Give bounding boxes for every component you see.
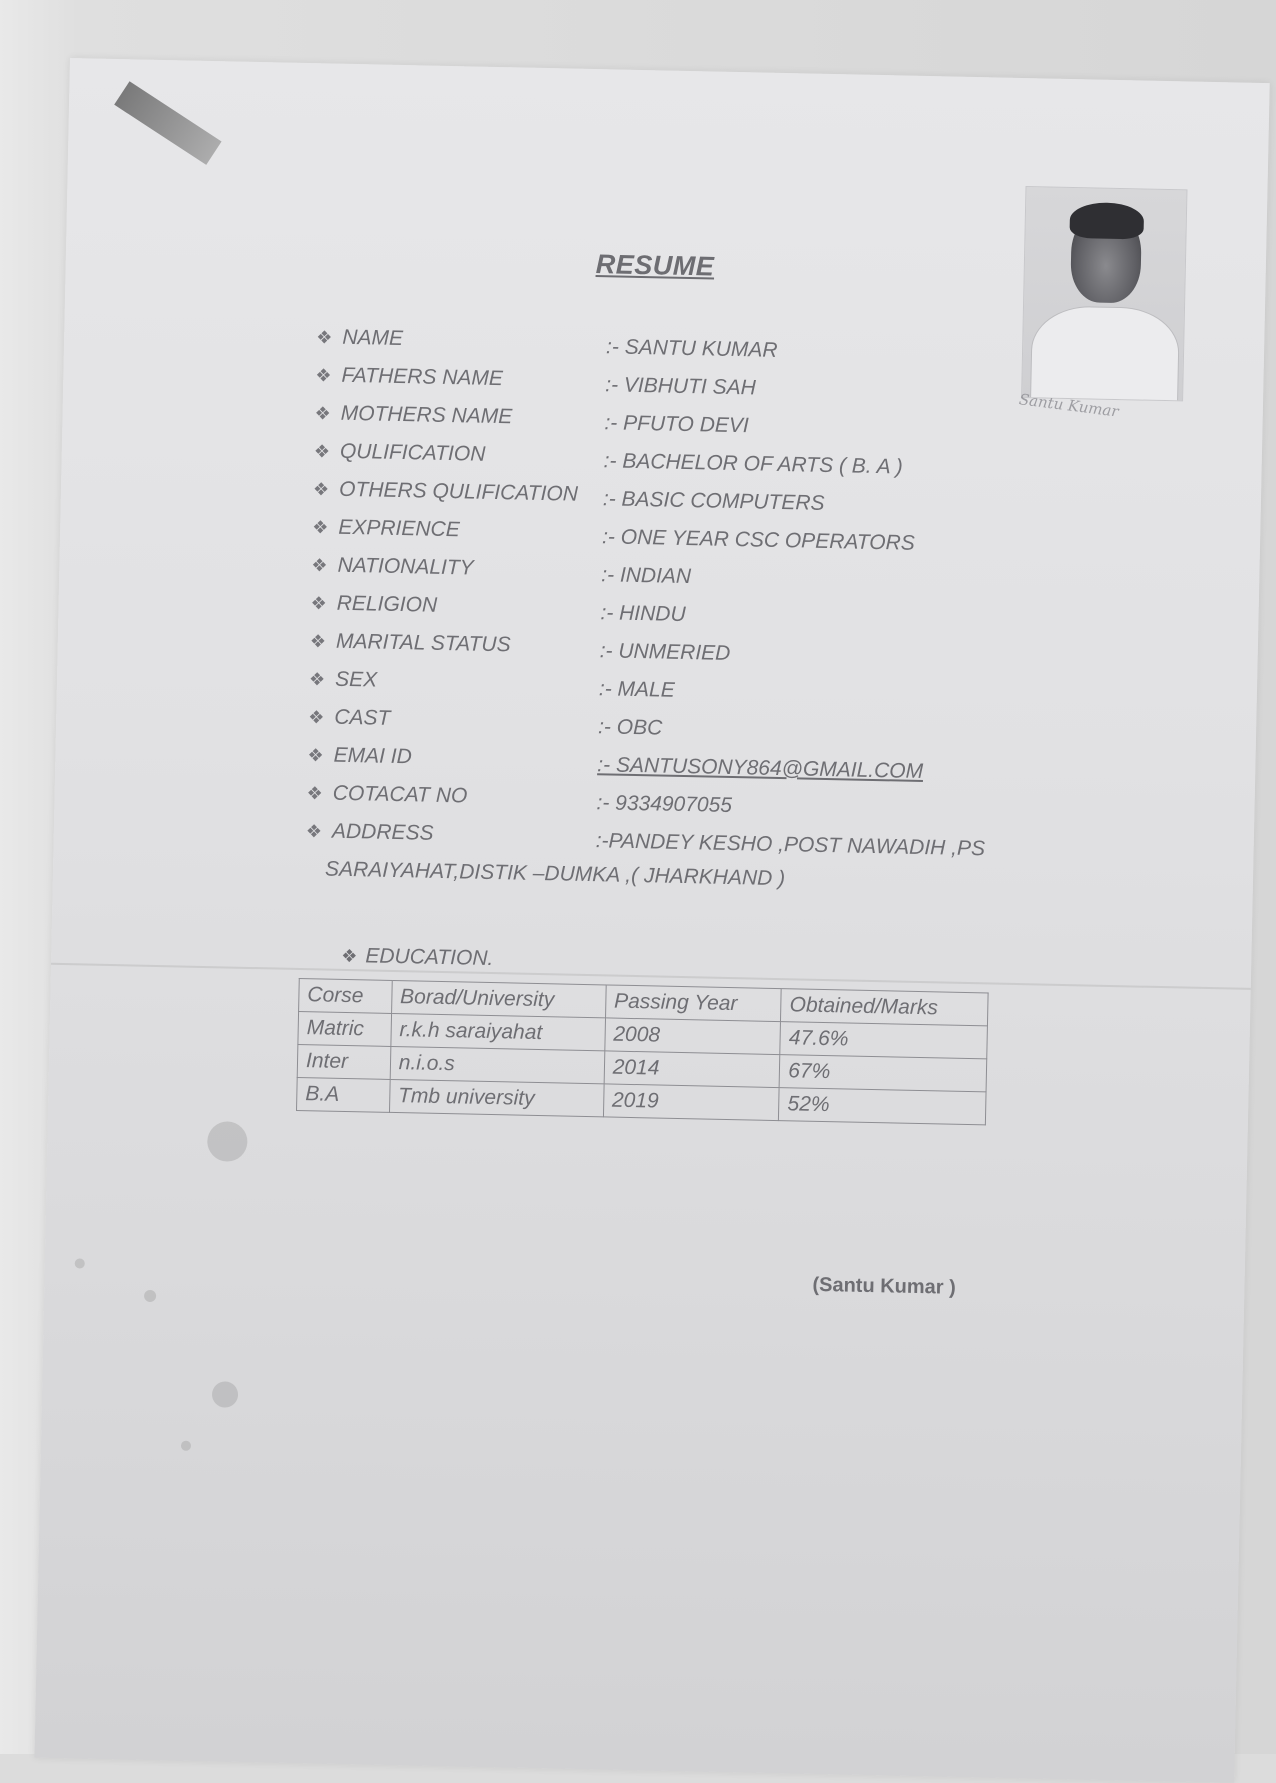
table-cell: 47.6% <box>780 1022 987 1059</box>
field-value: :- BACHELOR OF ARTS ( B. A ) <box>603 449 903 479</box>
field-label: ❖ EMAI ID <box>307 743 413 769</box>
field-label: ❖ SEX <box>308 667 378 692</box>
field-value: :- UNMERIED <box>599 639 731 665</box>
stain <box>144 1290 156 1302</box>
table-cell: 2014 <box>604 1051 780 1088</box>
field-label: ❖ OTHERS QULIFICATION <box>312 477 579 506</box>
bullet-icon: ❖ <box>308 707 325 728</box>
bullet-icon: ❖ <box>314 403 331 424</box>
bullet-icon: ❖ <box>310 593 327 614</box>
field-value: :- VIBHUTI SAH <box>605 373 757 400</box>
photo-hair <box>1069 202 1144 240</box>
field-label: ❖ NAME <box>315 325 404 351</box>
bullet-icon: ❖ <box>306 783 324 804</box>
field-value: :- SANTU KUMAR <box>605 335 778 362</box>
signature-name: (Santu Kumar ) <box>812 1273 957 1299</box>
table-cell: 52% <box>779 1088 986 1125</box>
bullet-icon: ❖ <box>312 479 330 500</box>
field-label: ❖ FATHERS NAME <box>315 363 504 391</box>
bullet-icon: ❖ <box>305 821 323 842</box>
column-header: Obtained/Marks <box>781 989 988 1026</box>
table-cell: 67% <box>779 1055 986 1092</box>
stain <box>75 1258 85 1268</box>
table-cell: r.k.h saraiyahat <box>391 1013 606 1050</box>
table-cell: 2019 <box>603 1084 779 1121</box>
field-label: ❖ CAST <box>308 705 391 730</box>
bullet-icon: ❖ <box>311 555 328 576</box>
education-heading: ❖ EDUCATION. <box>341 944 494 971</box>
table-cell: Inter <box>297 1044 390 1079</box>
field-value: :- OBC <box>597 715 663 740</box>
bullet-icon: ❖ <box>308 669 326 690</box>
email-link[interactable]: :- SANTUSONY864@GMAIL.COM <box>597 753 924 784</box>
column-header: Borad/University <box>391 980 606 1017</box>
field-label: ❖ NATIONALITY <box>311 553 474 580</box>
field-value: :- 9334907055 <box>596 791 733 818</box>
table-cell: Tmb university <box>389 1079 604 1116</box>
field-value: :- INDIAN <box>601 563 692 589</box>
education-table <box>296 978 989 1125</box>
table-cell: B.A <box>297 1077 390 1112</box>
field-value: :- PFUTO DEVI <box>604 411 749 438</box>
photo-signature: Santu Kumar <box>1017 390 1120 421</box>
bullet-icon: ❖ <box>341 945 358 967</box>
corner-mark <box>114 81 221 165</box>
stain <box>181 1441 191 1451</box>
field-value: :- MALE <box>598 677 675 702</box>
bullet-icon: ❖ <box>313 441 331 462</box>
resume-page <box>34 58 1269 1783</box>
column-header: Corse <box>299 979 392 1014</box>
field-label: ❖ QULIFICATION <box>313 439 486 466</box>
bullet-icon: ❖ <box>309 631 327 652</box>
field-value: :- ONE YEAR CSC OPERATORS <box>601 525 915 555</box>
personal-details <box>305 325 1077 911</box>
bullet-icon: ❖ <box>312 517 329 538</box>
table-cell: n.i.o.s <box>390 1046 605 1083</box>
field-label: ❖ ADDRESS <box>305 819 434 845</box>
resume-title: RESUME <box>595 249 715 282</box>
field-value: :- BASIC COMPUTERS <box>602 487 825 515</box>
field-label: ❖ MARITAL STATUS <box>309 629 511 657</box>
field-value: :-PANDEY KESHO ,POST NAWADIH ,PS <box>595 829 986 861</box>
table-cell: Matric <box>298 1011 391 1046</box>
field-value: :- HINDU <box>600 601 686 627</box>
address-continued: SARAIYAHAT,DISTIK –DUMKA ,( JHARKHAND ) <box>324 857 786 891</box>
bullet-icon: ❖ <box>307 745 324 766</box>
stain <box>212 1381 239 1408</box>
field-label: ❖ MOTHERS NAME <box>314 401 513 429</box>
bullet-icon: ❖ <box>315 327 333 348</box>
field-label: ❖ EXPRIENCE <box>312 515 460 542</box>
column-header: Passing Year <box>605 985 781 1022</box>
table-cell: 2008 <box>605 1018 781 1055</box>
bullet-icon: ❖ <box>315 365 332 386</box>
field-label: ❖ RELIGION <box>310 591 438 617</box>
field-label: ❖ COTACAT NO <box>306 781 468 808</box>
stain <box>207 1121 248 1162</box>
